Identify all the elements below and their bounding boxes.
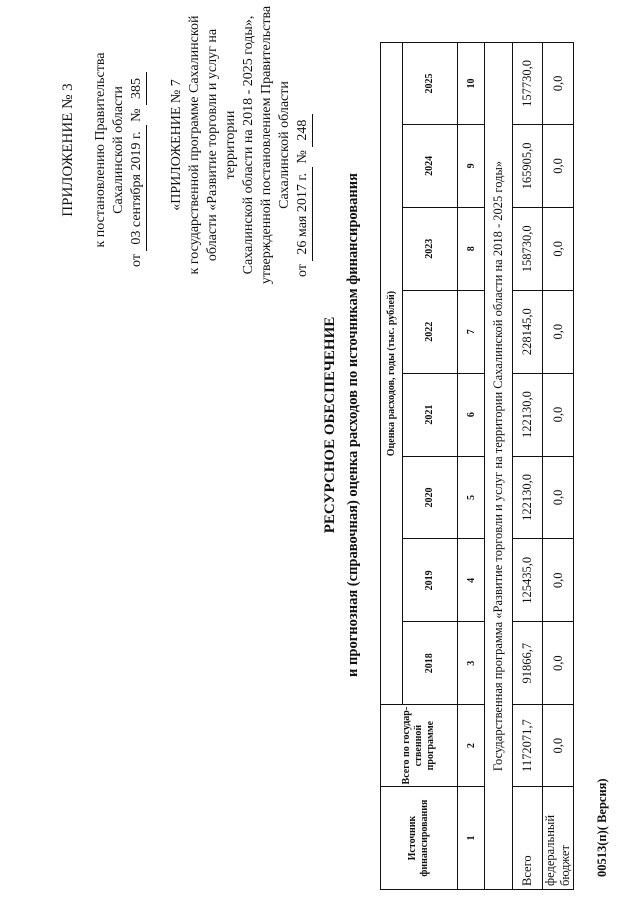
cell-value: 122130,0 (513, 456, 543, 539)
cell-value: 158730,0 (513, 207, 543, 290)
heading-title: РЕСУРСНОЕ ОБЕСПЕЧЕНИЕ (322, 316, 338, 534)
section-title: Государственная программа «Развитие торговли и услуг на территории Сахалинской области на 2018 - 2025 годы» (485, 43, 513, 890)
cell-value: 125435,0 (513, 539, 543, 622)
column-number: 8 (458, 207, 485, 290)
column-number: 6 (458, 373, 485, 456)
appendix7-line-5: Сахалинской области (277, 81, 292, 209)
appendix7-line-4: утвержденной постановлением Правительства (259, 5, 274, 285)
cell-value: 0,0 (543, 539, 574, 622)
appendix3-num-label: № (129, 108, 144, 122)
appendix7-date: 26 мая 2017 г. (294, 167, 313, 261)
header-total: Всего по государ- ственной программе (381, 705, 458, 787)
header-row-1 (381, 43, 403, 890)
appendix3-from-label: от (129, 254, 144, 267)
cell-value: 91866,7 (513, 622, 543, 705)
column-number: 3 (458, 622, 485, 705)
header-year: 2019 (403, 539, 458, 622)
cell-value: 0,0 (543, 124, 574, 207)
cell-value: 0,0 (543, 456, 574, 539)
footer-code: 00513(п)( Версия) (595, 778, 609, 877)
appendix7-line-3: Сахалинской области на 2018 - 2025 годы», (241, 15, 256, 275)
column-number: 5 (458, 456, 485, 539)
column-number: 4 (458, 539, 485, 622)
column-number: 2 (458, 705, 485, 787)
header-year: 2018 (403, 622, 458, 705)
header-year: 2020 (403, 456, 458, 539)
cell-value: 165905,0 (513, 124, 543, 207)
cell-value: 228145,0 (513, 290, 543, 373)
cell-value: 157730,0 (513, 43, 543, 125)
header-year: 2025 (403, 43, 458, 125)
row-label: федеральный бюджет (543, 787, 574, 890)
row-total: 0,0 (543, 705, 574, 787)
cell-value: 0,0 (543, 373, 574, 456)
table-row (543, 43, 574, 890)
header-source: Источник финансирования (381, 787, 458, 890)
appendix3-line2: Сахалинской области (111, 86, 126, 214)
table-row (513, 43, 543, 890)
appendix3-number: 385 (128, 72, 147, 105)
resource-table (380, 42, 574, 890)
appendix7-line-2: области «Развитие торговли и услуг на территории (205, 28, 238, 262)
cell-value: 0,0 (543, 43, 574, 125)
row-total: 1172071,7 (513, 705, 543, 787)
appendix7-num-label: № (295, 150, 310, 164)
header-year: 2022 (403, 290, 458, 373)
header-year: 2024 (403, 124, 458, 207)
appendix7-line-1: к государственной программе Сахалинской (187, 15, 202, 275)
appendix7-title: «ПРИЛОЖЕНИЕ № 7 (169, 79, 184, 211)
appendix7-date-line (294, 0, 313, 295)
row-label: Всего (513, 787, 543, 890)
column-number: 1 (458, 787, 485, 890)
header-year: 2021 (403, 373, 458, 456)
header-years-group: Оценка расходов, годы (тыс. рублей) (381, 43, 403, 705)
column-number: 10 (458, 43, 485, 125)
cell-value: 0,0 (543, 622, 574, 705)
cell-value: 0,0 (543, 207, 574, 290)
appendix7-number: 248 (294, 114, 313, 147)
cell-value: 0,0 (543, 290, 574, 373)
section-row (485, 43, 513, 890)
appendix7-block (168, 0, 313, 295)
column-number: 7 (458, 290, 485, 373)
column-number: 9 (458, 124, 485, 207)
appendix7-from-label: от (295, 264, 310, 277)
heading-subtitle: и прогнозная (справочная) оценка расходов по источникам финансирования (345, 173, 361, 677)
appendix3-title: ПРИЛОЖЕНИЕ № 3 (60, 83, 76, 217)
appendix3-date-line (128, 15, 147, 285)
header-year: 2023 (403, 207, 458, 290)
cell-value: 122130,0 (513, 373, 543, 456)
appendix3-block (92, 15, 147, 285)
column-number-row (458, 43, 485, 890)
appendix3-date: 03 сентября 2019 г. (128, 125, 147, 250)
appendix3-line1: к постановлению Правительства (93, 52, 108, 248)
